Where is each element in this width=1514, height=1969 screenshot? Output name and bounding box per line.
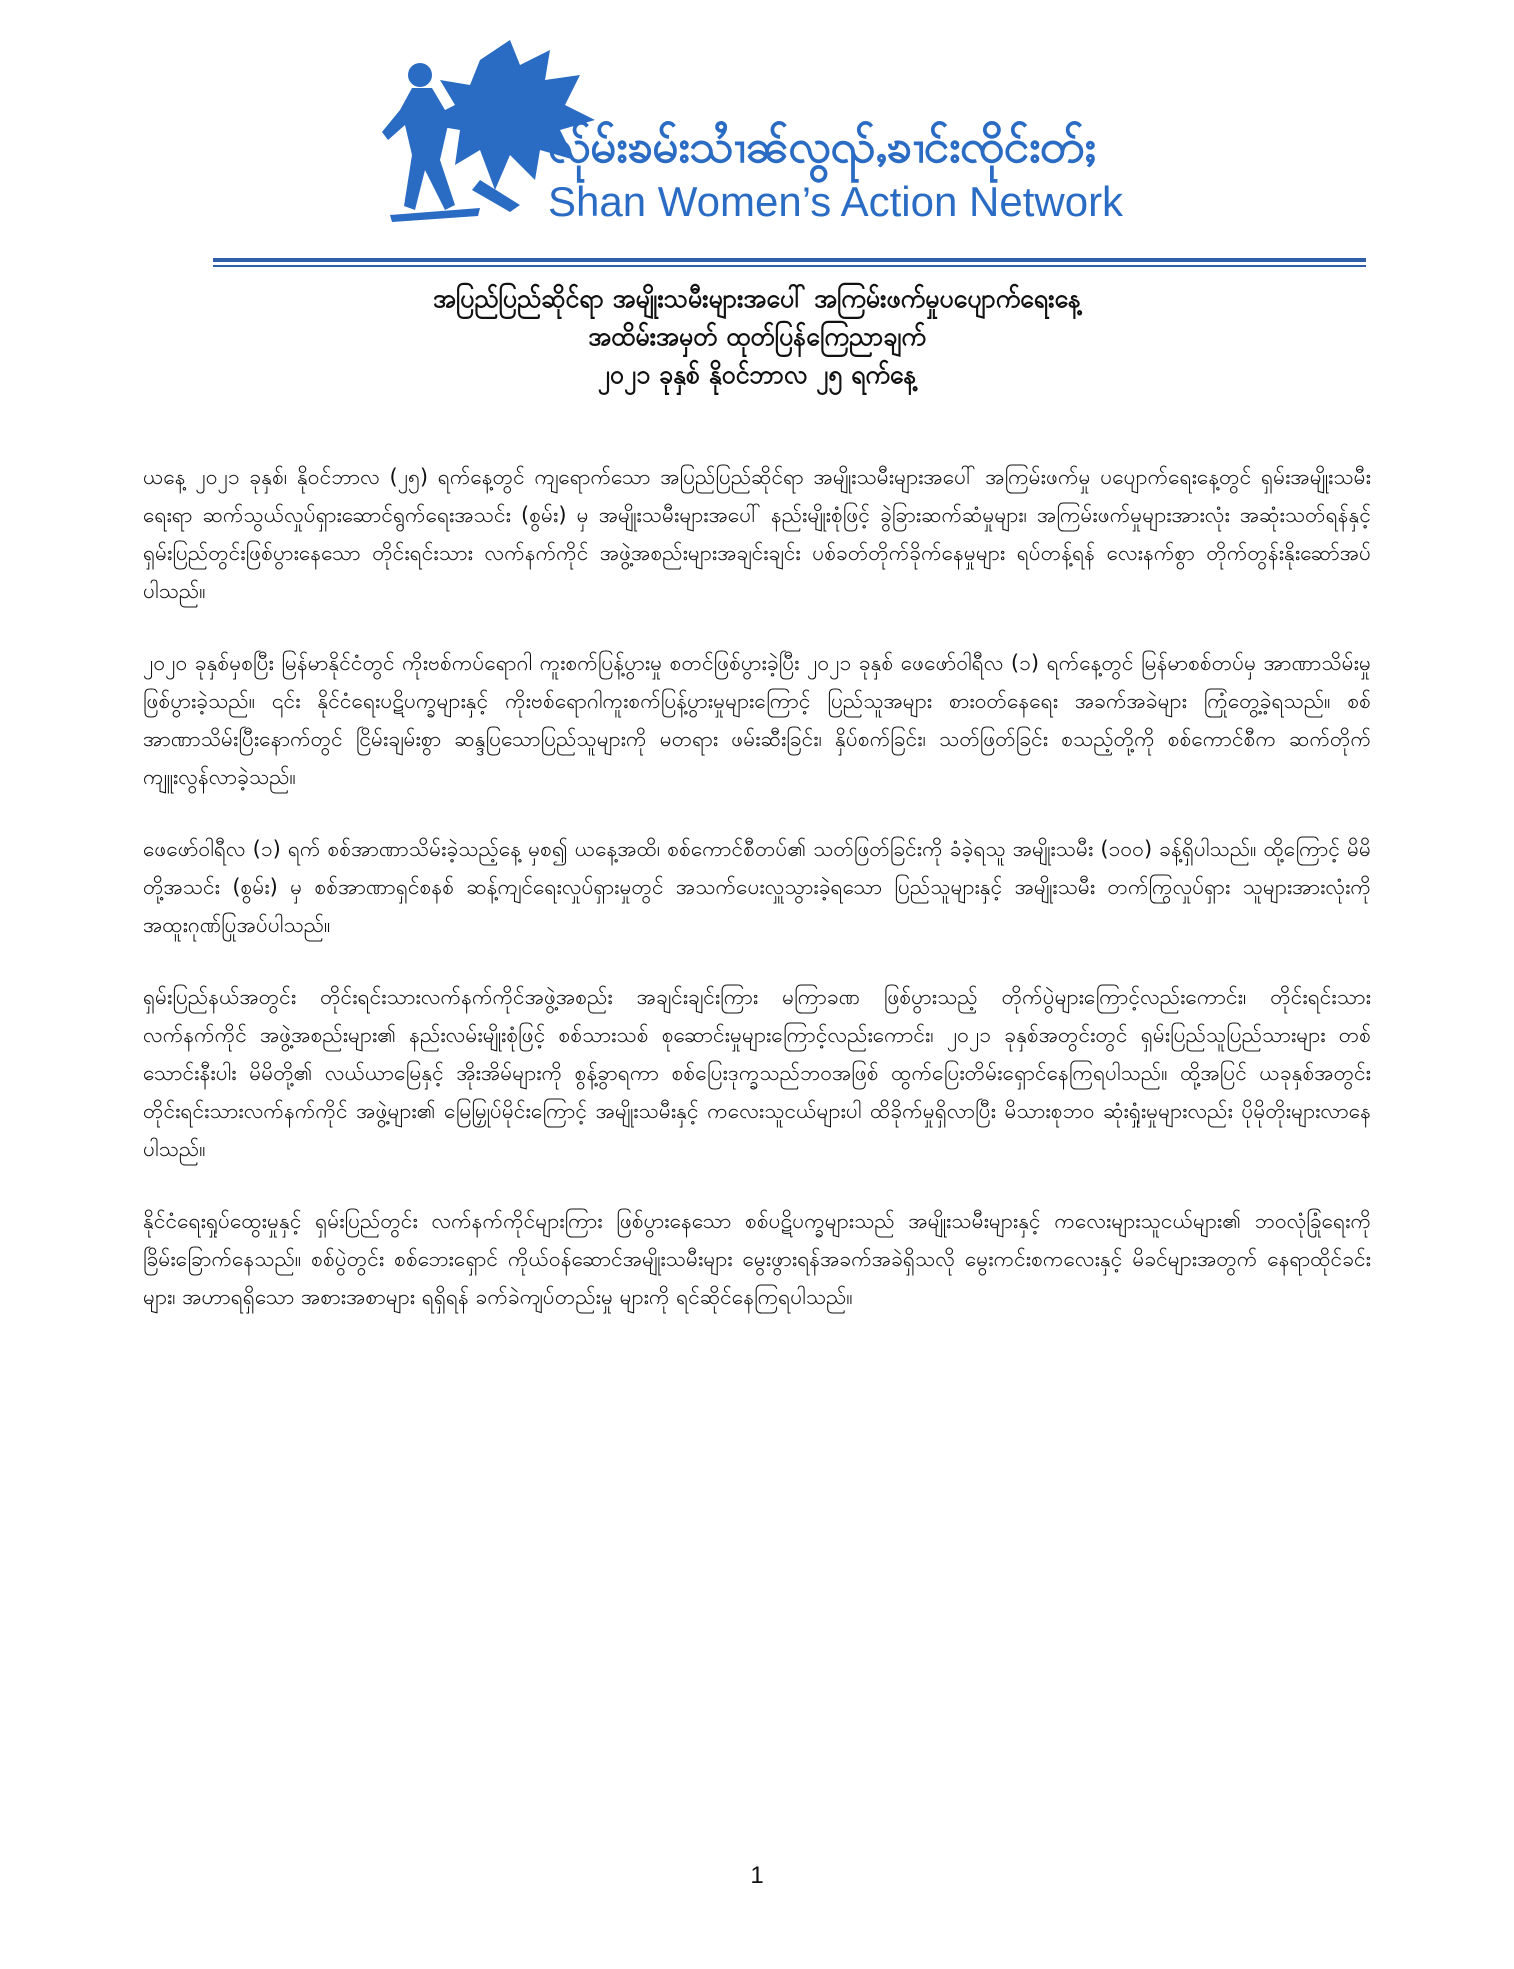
org-name-english: Shan Women’s Action Network [548,178,1124,225]
paragraph-1: ယနေ့ ၂၀၂၁ ခုနှစ်၊ နိုဝင်ဘာလ (၂၅) ရက်နေ့တွင် ကျရောက်သော အပြည်ပြည်ဆိုင်ရာ အမျိုးသမီးများအပေါ် အကြမ်းဖက်မှု ပပျောက်ရေးနေ့တွင် ရှမ်းအမျိုးသမီး ရေးရာ ဆက်သွယ်လှုပ်ရှားဆောင်ရွက်ရေးအသင်း (စွမ်း) မှ အမျိုးသမီးများအပေါ် နည်းမျိုးစုံဖြင့် ခွဲခြားဆက်ဆံမှုများ၊ အကြမ်းဖက်မှုများအားလုံး အဆုံးသတ်ရန်နှင့် ရှမ်းပြည်တွင်းဖြစ်ပွားနေသော တိုင်းရင်းသား လက်နက်ကိုင် အဖွဲ့အစည်းများအချင်းချင်း ပစ်ခတ်တိုက်ခိုက်နေမှုများ ရပ်တန့်ရန် လေးနက်စွာ တိုက်တွန်းနိုးဆော်အပ်ပါသည်။ [143,465,1371,603]
header-divider-thin [213,265,1366,267]
paragraph-3: ဖေဖော်ဝါရီလ (၁) ရက် စစ်အာဏာသိမ်းခဲ့သည့်နေ့ မှစ၍ ယနေ့အထိ၊ စစ်ကောင်စီတပ်၏ သတ်ဖြတ်ခြင်းကို ခံခဲ့ရသူ အမျိုးသမီး (၁၀၀) ခန့်ရှိပါသည်။ ထို့ကြောင့် မိမိတို့အသင်း (စွမ်း) မှ စစ်အာဏာရှင်စနစ် ဆန့်ကျင်ရေးလှုပ်ရှားမှုတွင် အသက်ပေးလှူသွားခဲ့ရသော ပြည်သူများနှင့် အမျိုးသမီး တက်ကြွလှုပ်ရှား သူများအားလုံးကို အထူးဂုဏ်ပြုအပ်ပါသည်။ [143,837,1371,937]
org-name-myanmar: လ်ုမ်းၶမ်းသၢႆၼ်လွၺ်ႇၶၢင်းၸိုင်းတ်ႈ [548,119,1096,173]
statement-title [140,280,1374,394]
statement-body [143,458,1371,1350]
title-line-2: အထိမ်းအမှတ် ထုတ်ပြန်ကြေညာချက် [588,322,926,351]
title-line-1: အပြည်ပြည်ဆိုင်ရာ အမျိုးသမီးများအပေါ် အကြမ်းဖက်မှုပပျောက်ရေးနေ့ [433,284,1081,313]
paragraph-4: ရှမ်းပြည်နယ်အတွင်း တိုင်းရင်းသားလက်နက်ကိုင်အဖွဲ့အစည်း အချင်းချင်းကြား မကြာခဏ ဖြစ်ပွားသည့် တိုက်ပွဲများကြောင့်လည်းကောင်း၊ တိုင်းရင်းသားလက်နက်ကိုင် အဖွဲ့အစည်းများ၏ နည်းလမ်းမျိုးစုံဖြင့် စစ်သားသစ် စုဆောင်းမှုများကြောင့်လည်းကောင်း၊ ၂၀၂၁ ခုနှစ်အတွင်းတွင် ရှမ်းပြည်သူပြည်သားများ တစ်သောင်းနီးပါး မိမိတို့၏ လယ်ယာမြေနှင့် အိုးအိမ်များကို စွန့်ခွာရကာ စစ်ပြေးဒုက္ခသည်ဘဝအဖြစ် ထွက်ပြေးတိမ်းရှောင်နေကြရပါသည်။ ထို့အပြင် ယခုနှစ်အတွင်း တိုင်းရင်းသားလက်နက်ကိုင် အဖွဲ့များ၏ မြေမြှုပ်မိုင်းကြောင့် အမျိုးသမီးနှင့် ကလေးသူငယ်များပါ ထိခိုက်မှုရှိလာပြီး မိသားစုဘဝ ဆုံးရှုံးမှုများလည်း ပိုမိုတိုးများလာနေပါသည်။ [143,985,1371,1161]
paragraph-5: နိုင်ငံရေးရှုပ်ထွေးမှုနှင့် ရှမ်းပြည်တွင်း လက်နက်ကိုင်များကြား ဖြစ်ပွားနေသော စစ်ပဋိပက္ခများသည် အမျိုးသမီးများနှင့် ကလေးများသူငယ်များ၏ ဘဝလုံခြုံရေးကို ခြိမ်းခြောက်နေသည်။ စစ်ပွဲတွင်း စစ်ဘေးရှောင် ကိုယ်ဝန်ဆောင်အမျိုးသမီးများ မွေးဖွားရန်အခက်အခဲရှိသလို မွေးကင်းစကလေးနှင့် မိခင်များအတွက် နေရာထိုင်ခင်းများ၊ အဟာရရှိသော အစားအစာများ ရရှိရန် ခက်ခဲကျပ်တည်းမှု များကို ရင်ဆိုင်နေကြရပါသည်။ [143,1209,1371,1309]
title-date: ၂၀၂၁ ခုနှစ် နိုဝင်ဘာလ ၂၅ ရက်နေ့ [597,360,917,389]
page-number: 1 [750,1862,764,1889]
header-divider-thick [213,258,1366,262]
paragraph-2: ၂၀၂၀ ခုနှစ်မှစပြီး မြန်မာနိုင်ငံတွင် ကိုးဗစ်ကပ်ရောဂါ ကူးစက်ပြန့်ပွားမှု စတင်ဖြစ်ပွားခဲ့ပြီး ၂၀၂၁ ခုနှစ် ဖေဖော်ဝါရီလ (၁) ရက်နေ့တွင် မြန်မာစစ်တပ်မှ အာဏာသိမ်းမှုဖြစ်ပွားခဲ့သည်။ ၎င်း နိုင်ငံရေးပဋိပက္ခများနှင့် ကိုးဗစ်ရောဂါကူးစက်ပြန့်ပွားမှုများကြောင့် ပြည်သူအများ စားဝတ်နေရေး အခက်အခဲများ ကြုံတွေ့ခဲ့ရသည်။ စစ်အာဏာသိမ်းပြီးနောက်တွင် ငြိမ်းချမ်းစွာ ဆန္ဒပြသောပြည်သူများကို မတရား ဖမ်းဆီးခြင်း၊ နှိပ်စက်ခြင်း၊ သတ်ဖြတ်ခြင်း စသည့်တို့ကို စစ်ကောင်စီက ဆက်တိုက်ကျူးလွန်လာခဲ့သည်။ [143,651,1371,789]
